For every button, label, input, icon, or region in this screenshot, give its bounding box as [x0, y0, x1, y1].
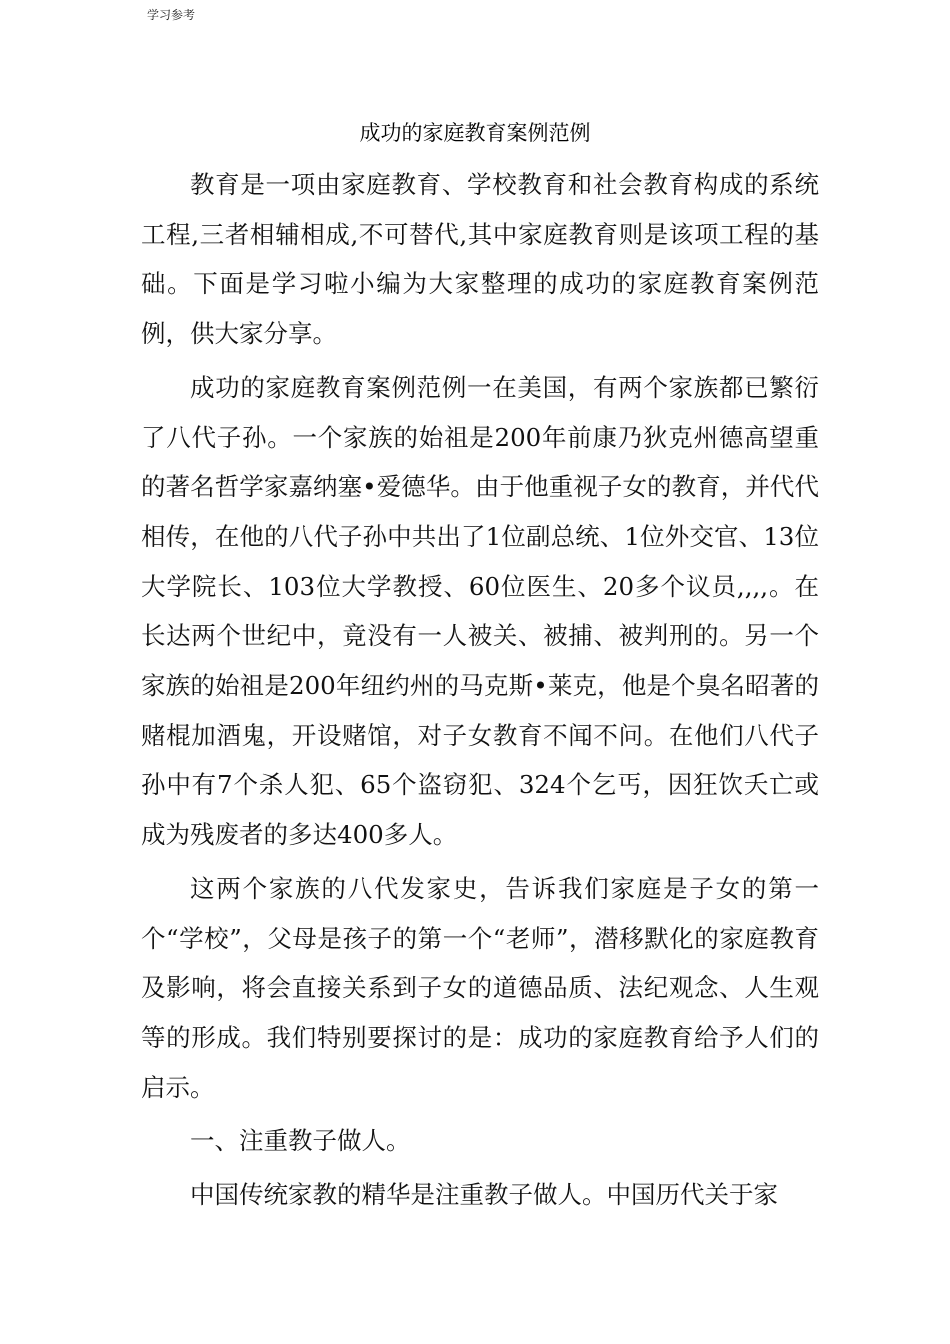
paragraph-case-example: 成功的家庭教育案例范例一在美国，有两个家族都已繁衍了八代子孙。一个家族的始祖是200年前康乃狄克州德高望重的著名哲学家嘉纳塞•爱德华。由于他重视子女的教育，并代代相传，在他的八代子孙中共出了1位副总统、1位外交官、13位大学院长、103位大学教授、60位医生、20多个议员,,,,。在长达两个世纪中，竟没有一人被关、被捕、被判刑的。另一个家族的始祖是200年纽约州的马克斯•莱克，他是个臭名昭著的赌棍加酒鬼，开设赌馆，对子女教育不闻不问。在他们八代子孙中有7个杀人犯、65个盗窃犯、324个乞丐，因狂饮夭亡或成为残废者的多达400多人。 — [141, 372, 819, 850]
paragraph-tradition: 中国传统家教的精华是注重教子做人。中国历代关于家 — [190, 1180, 778, 1210]
section-heading: 一、注重教子做人。 — [190, 1126, 411, 1156]
document-body — [141, 160, 819, 1224]
paragraph-intro: 教育是一项由家庭教育、学校教育和社会教育构成的系统工程,三者相辅相成,不可替代,其中家庭教育则是该项工程的基础。下面是学习啦小编为大家整理的成功的家庭教育案例范例，供大家分享。 — [141, 170, 819, 349]
document-title: 成功的家庭教育案例范例 — [359, 121, 591, 145]
header-note: 学习参考 — [147, 8, 196, 22]
paragraph-lesson: 这两个家族的八代发家史，告诉我们家庭是子女的第一个“学校”，父母是孩子的第一个“老师”，潜移默化的家庭教育及影响，将会直接关系到子女的道德品质、法纪观念、人生观等的形成。我们特别要探讨的是：成功的家庭教育给予人们的启示。 — [141, 873, 819, 1102]
